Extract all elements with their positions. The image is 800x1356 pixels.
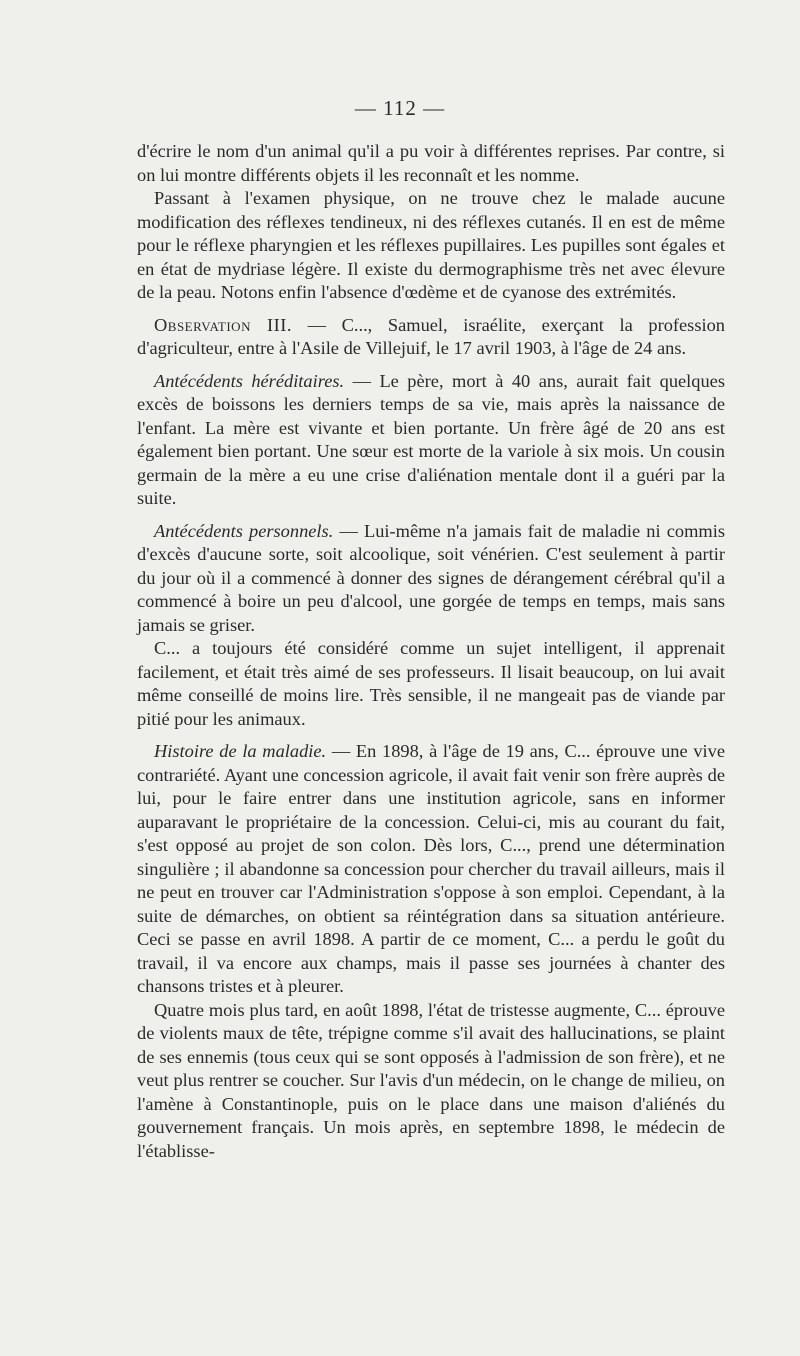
paragraph-personal-text: — Lui-même n'a jamais fait de maladie ni commis d'excès d'aucune sorte, soit alcoolique, soit vénérien. C'est seulement à partir du jour où il a commencé à donner des signes de dérangement cérébral qu'il a commencé à boire un peu d'alcool, une gorgée de temps en temps, mais sans jamais se griser. — [137, 520, 725, 635]
hereditary-heading: Antécédents héréditaires. — [154, 370, 345, 391]
paragraph-character: C... a toujours été considéré comme un sujet intelligent, il apprenait facilement, et était très aimé de ses professeurs. Il lisait beaucoup, on lui avait même conseillé de moins lire. Très sensible, il ne mangeait pas de viande par pitié pour les animaux. — [137, 638, 725, 729]
body-text — [137, 140, 725, 1163]
paragraph-observation-text: — C..., Samuel, israélite, exerçant la profession d'agriculteur, entre à l'Asile de Villejuif, le 17 avril 1903, à l'âge de 24 ans. — [137, 314, 725, 358]
paragraph-2: Passant à l'examen physique, on ne trouve chez le malade aucune modification des réflexes tendineux, ni des réflexes cutanés. Il en est de même pour le réflexe pharyngien et les réflexes pupillaires. Les pupilles sont égales et en état de mydriase légère. Il existe du dermographisme très net avec élevure de la peau. Notons enfin l'absence d'œdème et de cyanose des extrémités. — [137, 188, 725, 302]
paragraph-personal — [137, 520, 725, 638]
history-heading: Histoire de la maladie. — [154, 741, 327, 761]
paragraph-history — [137, 740, 725, 999]
paragraph-hereditary — [137, 370, 725, 511]
personal-heading: Antécédents personnels. — [154, 520, 334, 541]
paragraph-1: d'écrire le nom d'un animal qu'il a pu voir à différentes reprises. Par contre, si on lui montre différents objets il les reconnaît et les nomme. — [137, 141, 725, 185]
paragraph-observation — [137, 314, 725, 361]
paragraph-later: Quatre mois plus tard, en août 1898, l'état de tristesse augmente, C... éprouve de violents maux de tête, trépigne comme s'il avait des hallucinations, se plaint de ses ennemis (tous ceux qui se sont opposés à l'admission de son frère), et ne veut plus rentrer se coucher. Sur l'avis d'un médecin, on le change de milieu, on l'amène à Constantinople, puis on le place dans une maison d'aliénés du gouvernement français. Un mois après, en septembre 1898, le médecin de l'établisse- — [137, 999, 725, 1161]
page-number: — 112 — — [354, 96, 446, 120]
paragraph-history-text: — En 1898, à l'âge de 19 ans, C... éprouve une vive contrariété. Ayant une concession agricole, il avait fait venir son frère auprès de lui, pour le faire entrer dans une institution agricole, sans en informer auparavant le propriétaire de la concession. Celui-ci, mis au courant du fait, s'est opposé au projet de son colon. Dès lors, C..., prend une détermination singulière ; il abandonne sa concession pour chercher du travail ailleurs, mais il ne peut en trouver car l'Administration s'oppose à son emploi. Cependant, à la suite de démarches, on obtient sa réintégration dans sa situation antérieure. Ceci se passe en avril 1898. A partir de ce moment, C... a perdu le goût du travail, il va encore aux champs, mais il passe ses journées à chanter des chansons tristes et à pleurer. — [137, 741, 725, 996]
paragraph-hereditary-text: — Le père, mort à 40 ans, aurait fait quelques excès de boissons les derniers temps de sa vie, mais après la naissance de l'enfant. La mère est vivante et bien portante. Un frère âgé de 20 ans est également bien portant. Une sœur est morte de la variole à six mois. Un cousin germain de la mère a eu une crise d'aliénation mentale dont il a guéri par la suite. — [137, 370, 725, 508]
observation-heading: Observation III. — [154, 314, 293, 335]
